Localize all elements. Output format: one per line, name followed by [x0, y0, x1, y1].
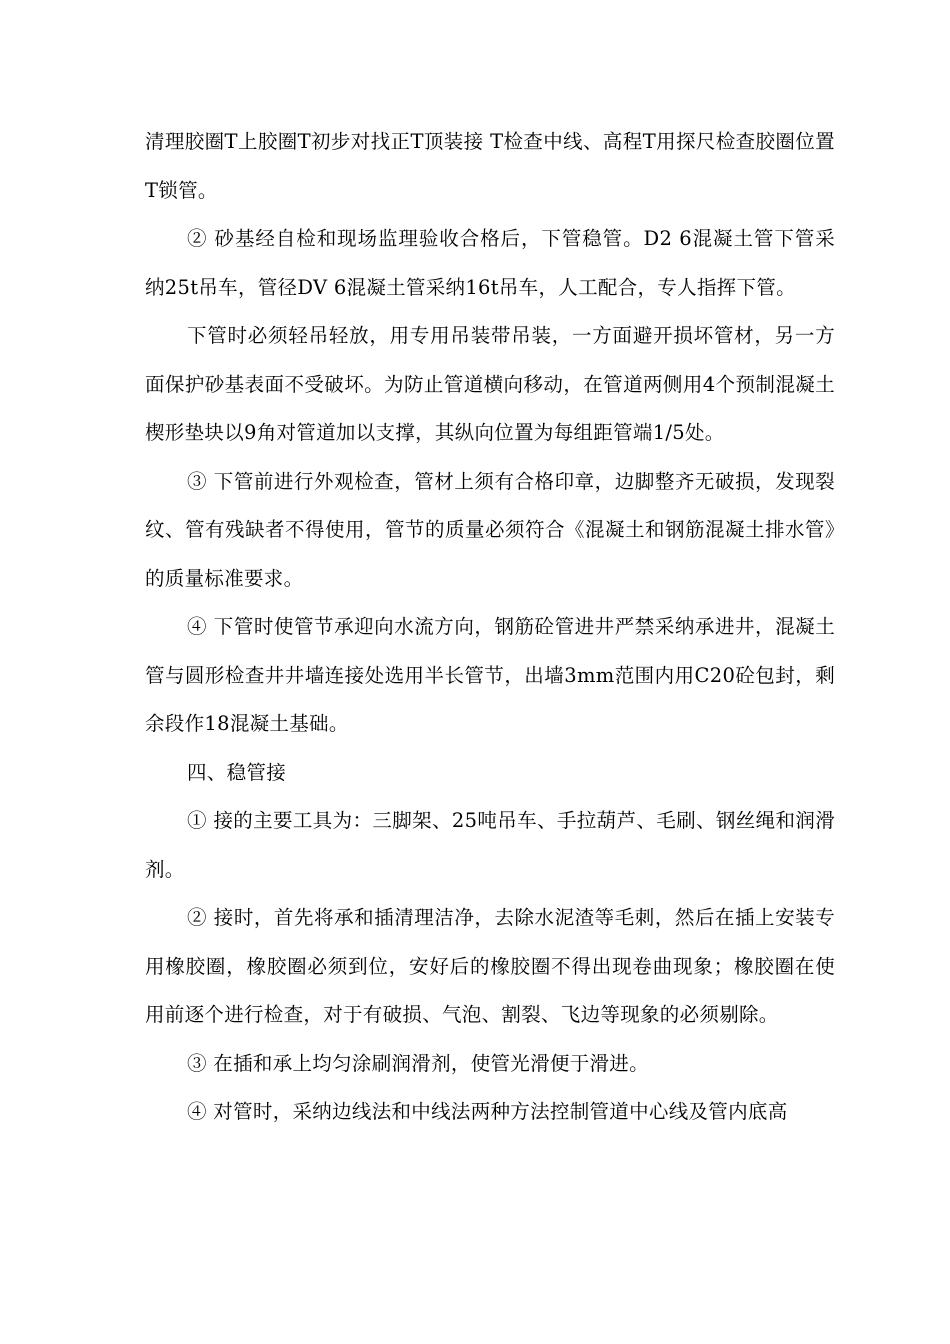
paragraph-item-4-direction: ④ 下管时使管节承迎向水流方向，钢筋砼管进井严禁采纳承进井，混凝土管与圆形检查井井墙连接处选用半长管节，出墙3mm范围内用C20砼包封，剩余段作18混凝土基础。 [145, 615, 835, 735]
section-heading: 四、稳管接 [187, 760, 287, 784]
paragraph-item-1-tools: ① 接的主要工具为：三脚架、25吨吊车、手拉葫芦、毛刷、钢丝绳和润滑剂。 [145, 809, 835, 881]
paragraph-continuation: 清理胶圈Τ上胶圈Τ初步对找正Τ顶装接 Τ检查中线、高程Τ用探尺检查胶圈位置Τ锁管。 [145, 130, 835, 202]
paragraph-item-4-alignment: ④ 对管时，采纳边线法和中线法两种方法控制管道中心线及管内底高 [187, 1100, 788, 1123]
paragraph-item-3-inspection: ③ 下管前进行外观检查，管材上须有合格印章，边脚整齐无破损，发现裂纹、管有残缺者不得使用，管节的质量必须符合《混凝土和钢筋混凝土排水管》的质量标准要求。 [145, 469, 835, 590]
paragraph-lowering-notes: 下管时必须轻吊轻放，用专用吊装带吊装，一方面避开损坏管材，另一方面保护砂基表面不受破坏。为防止管道横向移动，在管道两侧用4个预制混凝土楔形垫块以9角对管道加以支撑，其纵向位置为每组距管端1/5处。 [145, 324, 835, 444]
paragraph-item-2-lowering: ② 砂基经自检和现场监理验收合格后，下管稳管。D2 6混凝土管下管采纳25t吊车，管径DV 6混凝土管采纳16t吊车，人工配合，专人指挥下管。 [145, 227, 835, 299]
paragraph-item-2-joint: ② 接时，首先将承和插清理洁净，去除水泥渣等毛刺，然后在插上安装专用橡胶圈，橡胶圈必须到位，安好后的橡胶圈不得出现卷曲现象；橡胶圈在使用前逐个进行检查，对于有破损、气泡、割裂、飞边等现象的必须剔除。 [145, 906, 835, 1026]
paragraph-item-3-lubricant: ③ 在插和承上均匀涂刷润滑剂，使管光滑便于滑进。 [187, 1051, 649, 1075]
document-body [145, 118, 835, 1137]
